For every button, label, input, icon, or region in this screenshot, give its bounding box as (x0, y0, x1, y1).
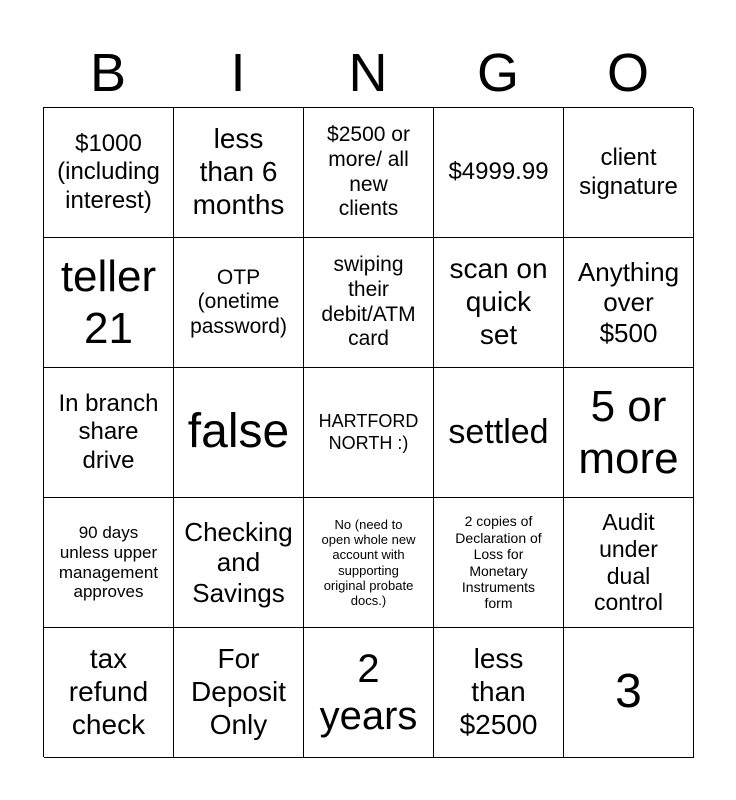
bingo-cell-r3-c2[interactable] (174, 368, 304, 498)
bingo-cell-text: less than 6 months (192, 123, 285, 220)
bingo-cell-r4-c3[interactable] (304, 498, 434, 628)
bingo-cell-text: For Deposit Only (191, 643, 286, 740)
bingo-cell-text: 3 (615, 665, 642, 719)
bingo-cell-r3-c4[interactable] (434, 368, 564, 498)
bingo-cell-text: In branch share drive (58, 390, 159, 474)
header-letter-b: B (89, 43, 127, 103)
header-letter-g: G (476, 43, 519, 103)
bingo-cell-r5-c2[interactable] (174, 628, 304, 758)
bingo-cell-text: 5 or more (578, 382, 679, 483)
bingo-cell-text: less than $2500 (459, 643, 538, 740)
bingo-cell-text: teller 21 (60, 252, 157, 353)
header-letter-n: N (348, 43, 388, 103)
bingo-cell-r4-c2[interactable] (174, 498, 304, 628)
bingo-cell-text: 2 years (319, 646, 418, 738)
bingo-cell-r3-c3[interactable] (304, 368, 434, 498)
bingo-cell-text: 90 days unless upper management approves (58, 522, 159, 602)
bingo-cell-r2-c5[interactable] (564, 238, 694, 368)
bingo-cell-r2-c2[interactable] (174, 238, 304, 368)
bingo-cell-r1-c4[interactable] (434, 108, 564, 238)
bingo-cell-text: swiping their debit/ATM card (321, 253, 416, 351)
bingo-card-grid (43, 107, 693, 757)
bingo-cell-text: Checking and Savings (184, 516, 293, 608)
bingo-cell-r4-c1[interactable] (44, 498, 174, 628)
bingo-cell-text: settled (448, 412, 549, 451)
bingo-cell-text: scan on quick set (449, 253, 548, 350)
header-letter-i: I (230, 43, 246, 103)
bingo-cell-r1-c5[interactable] (564, 108, 694, 238)
bingo-cell-text: $1000 (including interest) (57, 130, 160, 214)
bingo-cell-text: 2 copies of Declaration of Loss for Monetary Instruments form (455, 513, 542, 612)
bingo-cell-r4-c4[interactable] (434, 498, 564, 628)
bingo-cell-r5-c3[interactable] (304, 628, 434, 758)
bingo-cell-text: $2500 or more/ all new clients (327, 123, 410, 221)
bingo-cell-text: OTP (onetime password) (190, 265, 287, 338)
bingo-cell-r5-c4[interactable] (434, 628, 564, 758)
bingo-cell-r3-c5[interactable] (564, 368, 694, 498)
bingo-cell-r5-c1[interactable] (44, 628, 174, 758)
bingo-cell-r1-c3[interactable] (304, 108, 434, 238)
bingo-cell-r1-c1[interactable] (44, 108, 174, 238)
bingo-header (43, 40, 693, 106)
bingo-cell-r1-c2[interactable] (174, 108, 304, 238)
bingo-cell-r4-c5[interactable] (564, 498, 694, 628)
bingo-cell-text: Anything over $500 (577, 256, 680, 348)
bingo-cell-text: No (need to open whole new account with supporting original probate docs.) (321, 516, 416, 608)
bingo-cell-text: false (187, 405, 290, 459)
bingo-cell-text: HARTFORD NORTH :) (318, 411, 419, 453)
bingo-cell-r2-c3[interactable] (304, 238, 434, 368)
bingo-cell-text: tax refund check (68, 643, 149, 740)
bingo-cell-r2-c4[interactable] (434, 238, 564, 368)
bingo-cell-r5-c5[interactable] (564, 628, 694, 758)
bingo-cell-text: client signature (579, 144, 678, 200)
header-letter-o: O (606, 43, 649, 103)
bingo-cell-text: Audit under dual control (593, 508, 664, 616)
bingo-cell-text: $4999.99 (448, 158, 549, 186)
bingo-cell-r3-c1[interactable] (44, 368, 174, 498)
bingo-cell-r2-c1[interactable] (44, 238, 174, 368)
